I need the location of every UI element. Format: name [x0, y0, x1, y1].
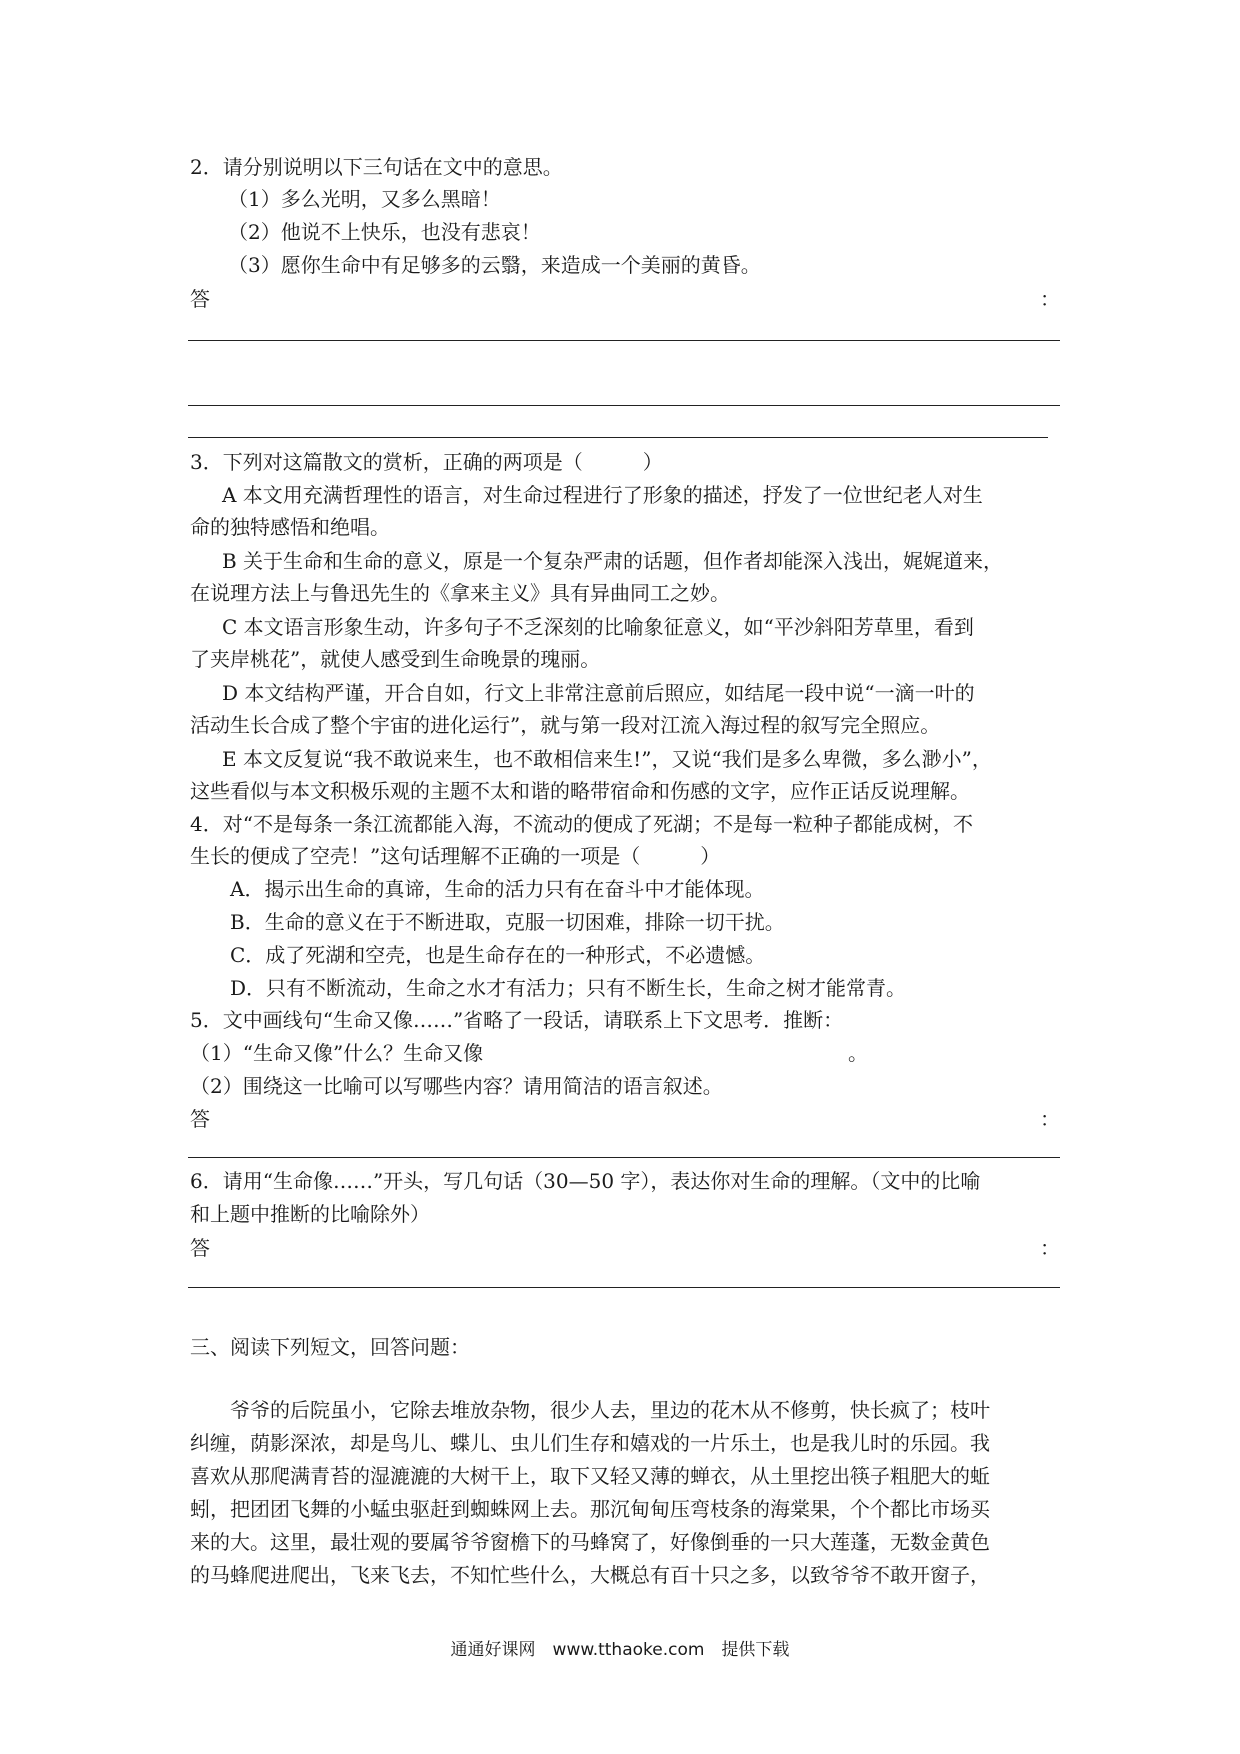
question-3-option-c-line-2: 了夹岸桃花”，就使人感受到生命晚景的瑰丽。	[190, 647, 601, 671]
page-footer: 通通好课网 www.tthaoke.com 提供下载	[450, 1640, 790, 1660]
question-3-option-e-line-2: 这些看似与本文积极乐观的主题不太和谐的略带宿命和伤感的文字，应作正话反说理解。	[190, 779, 970, 803]
question-5-sub-1-end: 。	[848, 1041, 868, 1065]
question-4-option-a: A．揭示出生命的真谛，生命的活力只有在奋斗中才能体现。	[230, 877, 765, 901]
question-5-sub-2: （2）围绕这一比喻可以写哪些内容？请用简洁的语言叙述。	[190, 1074, 723, 1098]
question-6-answer-label: 答	[190, 1236, 210, 1260]
passage-line-4: 蚓，把团团飞舞的小蜢虫驱赶到蜘蛛网上去。那沉甸甸压弯枝条的海棠果，个个都比市场买	[190, 1497, 990, 1521]
question-2-sentence-3: （3）愿你生命中有足够多的云翳，来造成一个美丽的黄昏。	[228, 253, 761, 277]
question-3-option-e-line-1: E 本文反复说“我不敢说来生，也不敢相信来生!”，又说“我们是多么卑微，多么渺小”，	[222, 747, 992, 771]
question-6-title-line-2: 和上题中推断的比喻除外）	[190, 1202, 430, 1226]
question-5-title: 5．文中画线句“生命又像……”省略了一段话，请联系上下文思考．推断：	[190, 1008, 844, 1032]
question-2-title: 2．请分别说明以下三句话在文中的意思。	[190, 155, 563, 179]
question-2-sentence-1: （1）多么光明，又多么黑暗！	[228, 187, 501, 211]
answer-line[interactable]	[188, 437, 1048, 438]
question-3-option-a-line-2: 命的独特感悟和绝唱。	[190, 515, 390, 539]
answer-line[interactable]	[188, 1157, 1060, 1158]
question-3-option-b-line-2: 在说理方法上与鲁迅先生的《拿来主义》具有异曲同工之妙。	[190, 581, 730, 605]
question-3-option-c-line-1: C 本文语言形象生动，许多句子不乏深刻的比喻象征意义，如“平沙斜阳芳草里，看到	[222, 615, 974, 639]
question-5-answer-colon: ：	[1040, 1107, 1060, 1131]
question-6-answer-colon: ：	[1040, 1236, 1060, 1260]
question-4-option-d: D．只有不断流动，生命之水才有活力；只有不断生长，生命之树才能常青。	[230, 976, 907, 1000]
answer-line[interactable]	[188, 405, 1060, 406]
question-6-title-line-1: 6．请用“生命像……”开头，写几句话（30—50 字），表达你对生命的理解。（文中的比喻	[190, 1169, 981, 1193]
answer-line[interactable]	[188, 340, 1060, 341]
question-3-option-d-line-2: 活动生长合成了整个宇宙的进化运行”，就与第一段对江流入海过程的叙写完全照应。	[190, 713, 941, 737]
passage-line-5: 来的大。这里，最壮观的要属爷爷窗檐下的马蜂窝了，好像倒垂的一只大莲蓬，无数金黄色	[190, 1530, 990, 1554]
question-3-title: 3．下列对这篇散文的赏析，正确的两项是（ ）	[190, 450, 663, 474]
section-3-title: 三、阅读下列短文，回答问题：	[190, 1335, 470, 1359]
question-3-option-d-line-1: D 本文结构严谨，开合自如，行文上非常注意前后照应，如结尾一段中说“一滴一叶的	[222, 681, 975, 705]
passage-line-6: 的马蜂爬进爬出，飞来飞去，不知忙些什么，大概总有百十只之多，以致爷爷不敢开窗子，	[190, 1563, 990, 1587]
question-5-answer-label: 答	[190, 1107, 210, 1131]
question-4-title-line-2: 生长的便成了空壳！”这句话理解不正确的一项是（ ）	[190, 844, 721, 868]
question-4-title-line-1: 4．对“不是每条一条江流都能入海，不流动的便成了死湖；不是每一粒种子都能成树，不	[190, 812, 973, 836]
question-4-option-c: C．成了死湖和空壳，也是生命存在的一种形式，不必遗憾。	[230, 943, 766, 967]
passage-line-1: 爷爷的后院虽小，它除去堆放杂物，很少人去，里边的花木从不修剪，快长疯了；枝叶	[230, 1398, 990, 1422]
question-5-sub-1: （1）“生命又像”什么？生命又像	[190, 1041, 484, 1065]
question-3-option-a-line-1: A 本文用充满哲理性的语言，对生命过程进行了形象的描述，抒发了一位世纪老人对生	[222, 483, 983, 507]
question-4-option-b: B．生命的意义在于不断进取，克服一切困难，排除一切干扰。	[230, 910, 785, 934]
question-3-option-b-line-1: B 关于生命和生命的意义，原是一个复杂严肃的话题，但作者却能深入浅出，娓娓道来，	[222, 549, 1004, 573]
question-2-answer-label: 答	[190, 287, 210, 311]
passage-line-2: 纠缠，荫影深浓，却是鸟儿、蝶儿、虫儿们生存和嬉戏的一片乐土，也是我儿时的乐园。我	[190, 1431, 990, 1455]
question-2-sentence-2: （2）他说不上快乐，也没有悲哀！	[228, 220, 541, 244]
passage-line-3: 喜欢从那爬满青苔的湿漉漉的大树干上，取下又轻又薄的蝉衣，从土里挖出筷子粗肥大的蚯	[190, 1464, 990, 1488]
answer-line[interactable]	[188, 1287, 1060, 1288]
question-2-answer-colon: ：	[1040, 287, 1060, 311]
